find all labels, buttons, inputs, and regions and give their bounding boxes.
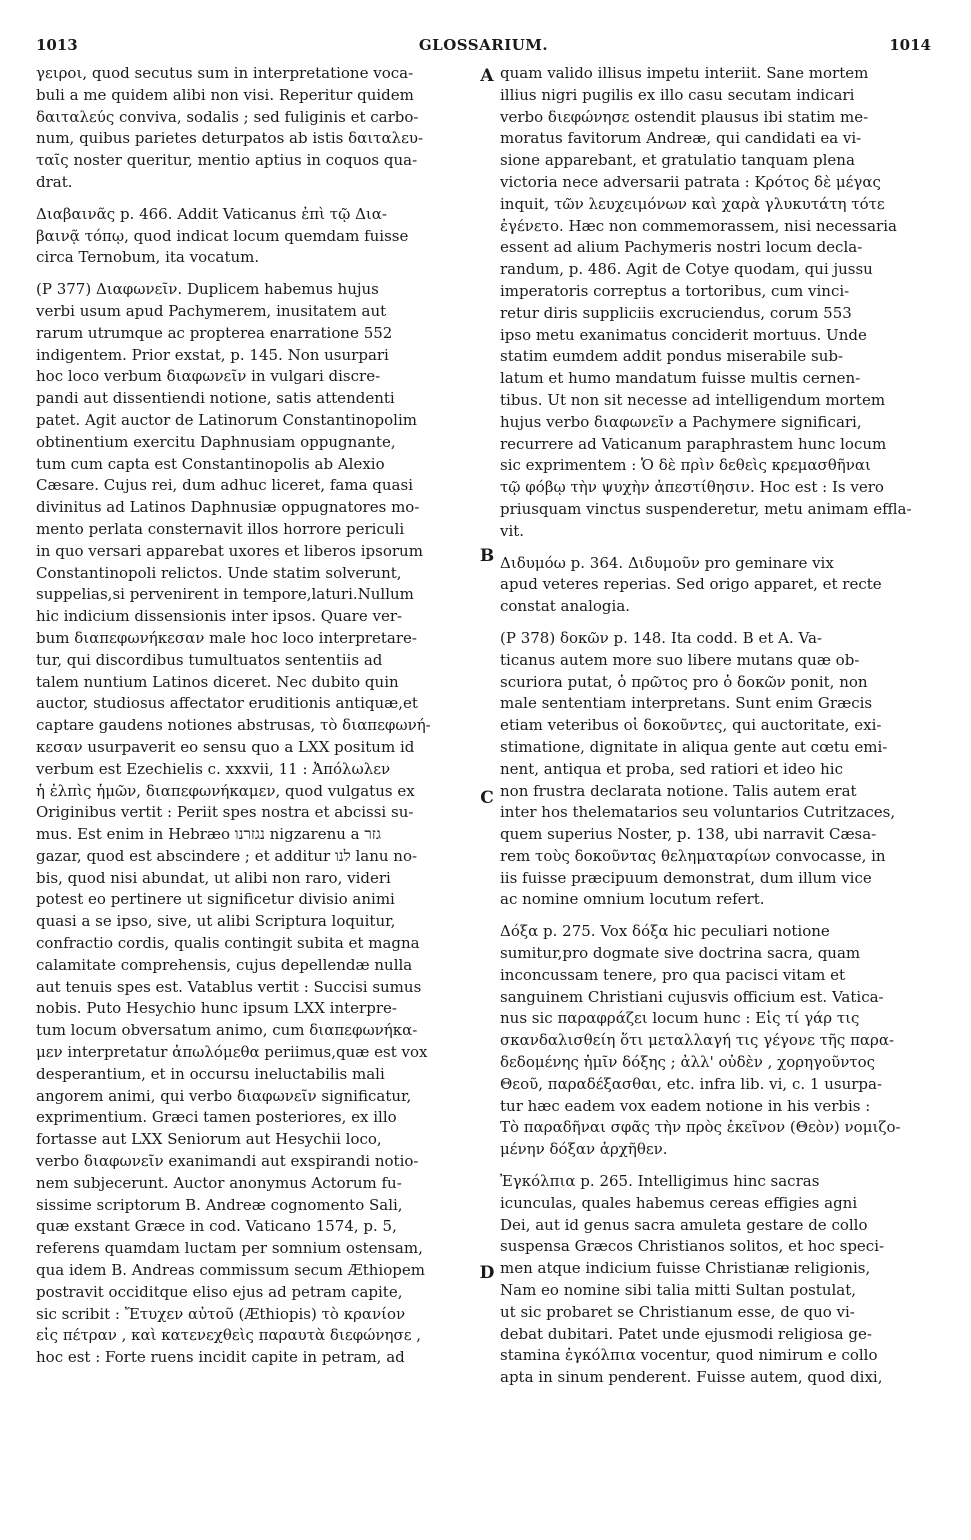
text-line: εἰς πέτραν , καὶ κατενεχθεὶς παραυτὰ διεφώνησε ,: [36, 1326, 421, 1345]
text-line: hoc loco verbum διαφωνεῖν in vulgari discre-: [36, 367, 381, 386]
text-line: debat dubitari. Patet unde ejusmodi religiosa ge-: [500, 1324, 872, 1343]
text-line: verbi usum apud Pachymerem, inusitatem aut: [36, 301, 387, 320]
text-line: tur hæc eadem vox eadem notione in his verbis :: [500, 1096, 871, 1115]
text-line: γειροι, quod secutus sum in interpretatione voca-: [36, 64, 414, 82]
text-line: qua idem B. Andreas commissum secum Æthiopem: [36, 1261, 425, 1280]
text-line: imperatoris correptus a tortoribus, cum vinci-: [500, 281, 850, 300]
running-title: GLOSSARIUM.: [418, 36, 549, 54]
text-line: aut tenuis spes est. Vatablus vertit : Succisi sumus: [36, 977, 422, 996]
text-line: sumitur,pro dogmate sive doctrina sacra, quam: [500, 944, 861, 963]
text-line: rem τοὺς δοκοῦντας θεληματαρίων convocasse, in: [500, 846, 886, 865]
text-line: δαιταλεύς conviva, sodalis ; sed fuliginis et carbo-: [36, 107, 419, 126]
text-line: Θεοῦ, παραδέξασθαι, etc. infra lib. vi, c. 1 usurpa-: [500, 1074, 883, 1093]
text-line: postravit occiditque eliso ejus ad petram capite,: [36, 1282, 403, 1301]
page-header: [36, 36, 931, 58]
text-line: apud veteres reperias. Sed origo apparet, et recte: [500, 575, 882, 594]
text-line: sissime scriptorum B. Andreæ cognomento Sali,: [36, 1195, 403, 1214]
text-line: nobis. Puto Hesychio hunc ipsum LXX interpre-: [36, 999, 397, 1018]
text-line: βαινᾷ τόπῳ, quod indicat locum quemdam fuisse: [36, 226, 409, 245]
text-line: σκανδαλισθείη ὅτι μεταλλαγή τις γέγονε τῆς παρα-: [500, 1031, 895, 1050]
text-line: randum, p. 486. Agit de Cotye quodam, qui jussu: [500, 260, 873, 279]
text-line: vit.: [500, 521, 525, 540]
text-line: men atque indicium fuisse Christianæ religionis,: [500, 1259, 871, 1278]
text-line: verbo διεφώνησε ostendit plausus ibi statim me-: [500, 107, 869, 126]
text-line: scuriora putat, ὁ πρῶτος pro ὁ δοκῶν ponit, non: [500, 672, 868, 691]
text-line: nent, antiqua et proba, sed ratiori et ideo hic: [500, 759, 843, 778]
text-line: captare gaudens notiones abstrusas, τὸ διαπεφωνή-: [36, 716, 431, 735]
text-line: Διδυμόω p. 364. Διδυμοῦν pro geminare vix: [500, 553, 834, 572]
paragraph-gap: [500, 618, 933, 628]
text-line: ut sic probaret se Christianum esse, de quo vi-: [500, 1302, 855, 1321]
text-line: victoria nece adversarii patrata : Κρότος δὲ μέγας: [500, 172, 881, 191]
text-line: statim eumdem addit pondus miserabile sub-: [500, 347, 844, 366]
text-line: drat.: [36, 172, 73, 191]
text-line: ἡ ἐλπὶς ἡμῶν, διαπεφωνήκαμεν, quod vulgatus ex: [36, 781, 415, 800]
text-line: angorem animi, qui verbo διαφωνεῖν significatur,: [36, 1086, 412, 1105]
text-line: confractio cordis, qualis contingit subita et magna: [36, 934, 420, 953]
text-line: sione apparebant, et gratulatio tanquam plena: [500, 151, 855, 170]
text-line: Nam eo nomine sibi talia mitti Sultan postulat,: [500, 1281, 857, 1300]
text-line: recurrere ad Vaticanum paraphrastem hunc locum: [500, 434, 887, 453]
text-line: calamitate comprehensis, cujus depellendæ nulla: [36, 955, 413, 974]
text-line: quæ exstant Græce in cod. Vaticano 1574, p. 5,: [36, 1217, 397, 1236]
text-line: Dei, aut id genus sacra amuleta gestare de collo: [500, 1215, 868, 1234]
text-line: non frustra declarata notione. Talis autem erat: [500, 781, 857, 800]
text-line: hic indicium dissensionis inter ipsos. Quare ver-: [36, 607, 403, 626]
text-line: buli a me quidem alibi non visi. Reperitur quidem: [36, 85, 414, 104]
text-line: μεν interpretatur ἀπωλόμεθα periimus,quæ est vox: [36, 1043, 428, 1062]
text-line: fortasse aut LXX Seniorum aut Hesychii loco,: [36, 1130, 382, 1149]
text-line: quasi a se ipso, sive, ut alibi Scriptura loquitur,: [36, 912, 396, 931]
text-line: ticanus autem more suo libere mutans quæ ob-: [500, 650, 860, 669]
text-line: tum cum capta est Constantinopolis ab Alexio: [36, 454, 385, 473]
text-line: tur, qui discordibus tumultuatos sententiis ad: [36, 650, 383, 669]
section-marker-b: B: [479, 546, 495, 566]
text-line: ἐγένετο. Hæc non commemorassem, nisi necessaria: [500, 216, 897, 235]
text-line: ac nomine omnium locutum refert.: [500, 890, 765, 909]
section-marker-a: A: [480, 66, 494, 86]
text-line: rarum utrumque ac propterea enarratione 552: [36, 323, 393, 342]
text-line: Ἐγκόλπια p. 265. Intelligimus hinc sacras: [500, 1172, 820, 1191]
text-line: priusquam vinctus suspenderetur, metu animam effla-: [500, 499, 912, 518]
text-line: Cæsare. Cujus rei, dum adhuc liceret, fama quasi: [36, 476, 413, 495]
text-line: obtinentium exercitu Daphnusiam oppugnante,: [36, 432, 396, 451]
text-line: δεδομένης ἡμῖν δόξης ; ἀλλ' οὐδὲν , χορηγοῦντος: [500, 1053, 876, 1072]
text-line: auctor, studiosus affectator eruditionis antiquæ,et: [36, 694, 418, 713]
paragraph-gap: [500, 911, 933, 921]
paragraph-gap: [500, 543, 933, 553]
text-line: inconcussam tenere, pro qua pacisci vitam et: [500, 965, 846, 984]
text-line: moratus favitorum Andreæ, qui candidati ea vi-: [500, 129, 862, 148]
text-line: bis, quod nisi abundat, ut alibi non raro, videri: [36, 868, 391, 887]
text-line: essent ad alium Pachymeris nostri locum decla-: [500, 238, 863, 257]
text-line: quem superius Noster, p. 138, ubi narravit Cæsa-: [500, 825, 877, 844]
text-line: exprimentium. Græci tamen posteriores, ex illo: [36, 1108, 397, 1127]
text-line: divinitus ad Latinos Daphnusiæ oppugnatores mo-: [36, 498, 420, 517]
text-line: etiam veteribus οἱ δοκοῦντες, qui auctoritate, exi-: [500, 716, 882, 735]
text-line: patet. Agit auctor de Latinorum Constantinopolim: [36, 410, 417, 429]
text-line: sanguinem Christiani cujusvis officium est. Vatica-: [500, 987, 884, 1006]
text-line: potest eo pertinere ut significetur divisio animi: [36, 890, 395, 909]
text-line: pandi aut dissentiendi notione, satis attendenti: [36, 389, 395, 408]
text-line: nus sic παραφράζει locum hunc : Εἰς τί γάρ τις: [500, 1009, 860, 1028]
text-line: stimatione, dignitate in aliqua gente aut cœtu emi-: [500, 737, 888, 756]
text-line: sic exprimentem : Ὁ δὲ πρὶν δεθεὶς κρεμασθῆναι: [500, 456, 871, 475]
text-line: bum διαπεφωνήκεσαν male hoc loco interpretare-: [36, 628, 417, 647]
text-line: suppelias,si pervenirent in tempore,laturi.Nullum: [36, 585, 414, 604]
text-line: illius nigri pugilis ex illo casu secutam indicari: [500, 85, 855, 104]
text-line: hoc est : Forte ruens incidit capite in petram, ad: [36, 1348, 405, 1367]
text-line: male sententiam interpretans. Sunt enim Græcis: [500, 694, 873, 713]
text-line: latum et humo mandatum fuisse multis cernen-: [500, 369, 861, 388]
text-line: inquit, τῶν λευχειμόνων καὶ χαρὰ γλυκυτάτη τότε: [500, 194, 885, 213]
text-line: talem nuntium Latinos diceret. Nec dubito quin: [36, 672, 399, 691]
text-line: Constantinopoli relictos. Unde statim solverunt,: [36, 563, 402, 582]
text-line: tum locum obversatum animo, cum διαπεφωνήκα-: [36, 1021, 418, 1040]
section-marker-d: D: [479, 1263, 495, 1283]
text-line: ταῖς noster queritur, mentio aptius in coquos qua-: [36, 151, 418, 170]
text-line: tibus. Ut non sit necesse ad intelligendum mortem: [500, 390, 886, 409]
text-line: desperantium, et in occursu ineluctabilis mali: [36, 1064, 385, 1083]
text-line: apta in sinum penderent. Fuisse autem, quod dixi,: [500, 1368, 883, 1387]
text-line: κεσαν usurpaverit eo sensu quo a LXX positum id: [36, 737, 415, 756]
text-line: referens quamdam luctam per somnium ostensam,: [36, 1239, 423, 1258]
right-column: [500, 63, 933, 1389]
text-line: iis fuisse præcipuum demonstrat, dum illum vice: [500, 868, 872, 887]
paragraph-gap: [36, 194, 469, 204]
text-line: verbum est Ezechielis c. xxxvii, 11 : Ἀπόλωλεν: [36, 759, 391, 778]
text-line: μένην δόξαν ἀρχῆθεν.: [500, 1140, 668, 1159]
text-line: (P 378) δοκῶν p. 148. Ita codd. B et A. Va-: [500, 628, 822, 647]
page-number-right: 1014: [889, 36, 931, 54]
text-line: num, quibus parietes deturpatos ab istis δαιταλευ-: [36, 129, 424, 148]
text-line: sic scribit : Ἔτυχεν αὐτοῦ (Æthiopis) τὸ κρανίον: [36, 1304, 406, 1323]
text-line: icunculas, quales habemus cereas effigies agni: [500, 1193, 858, 1212]
text-line: indigentem. Prior exstat, p. 145. Non usurpari: [36, 345, 389, 364]
text-line: τῷ φόβῳ τὴν ψυχὴν ἀπεστίθησιν. Hoc est : Is vero: [500, 478, 884, 497]
text-line: mus. Est enim in Hebræo נגזרנו nigzarenu a גזר: [36, 825, 381, 844]
text-line: Τὸ παραδῆναι σφᾶς τὴν πρὸς ἐκεῖνον (Θεὸν) νομιζο-: [500, 1118, 901, 1137]
page-number-left: 1013: [36, 36, 78, 54]
text-line: Originibus vertit : Periit spes nostra et abcissi su-: [36, 803, 414, 822]
section-marker-c: C: [480, 788, 494, 808]
text-line: hujus verbo διαφωνεῖν a Pachymere significari,: [500, 412, 862, 431]
left-column: [36, 63, 469, 1369]
text-line: mento perlata consternavit illos horrore periculi: [36, 519, 405, 538]
text-line: Δόξα p. 275. Vox δόξα hic peculiari notione: [500, 922, 830, 941]
text-line: retur diris suppliciis excruciendus, corum 553: [500, 303, 852, 322]
paragraph-gap: [36, 269, 469, 279]
text-line: constat analogia.: [500, 597, 631, 616]
text-line: nem subjecerunt. Auctor anonymus Actorum fu-: [36, 1173, 402, 1192]
text-line: inter hos thelematarios seu voluntarios Cutritzaces,: [500, 803, 896, 822]
text-line: (P 377) Διαφωνεῖν. Duplicem habemus hujus: [36, 280, 379, 299]
paragraph-gap: [500, 1161, 933, 1171]
text-line: stamina ἐγκόλπια vocentur, quod nimirum e collo: [500, 1346, 878, 1365]
text-line: Διαβαινᾶς p. 466. Addit Vaticanus ἐπὶ τῷ Δια-: [36, 204, 387, 223]
text-line: ipso metu exanimatus conciderit mortuus. Unde: [500, 325, 867, 344]
text-line: gazar, quod est abscindere ; et additur לנו lanu no-: [36, 846, 418, 865]
text-line: verbo διαφωνεῖν exanimandi aut exspirandi notio-: [36, 1152, 419, 1171]
text-line: in quo versari apparebat uxores et liberos ipsorum: [36, 541, 423, 560]
text-line: circa Ternobum, ita vocatum.: [36, 248, 260, 267]
text-line: suspensa Græcos Christianos solitos, et hoc speci-: [500, 1237, 885, 1256]
text-line: quam valido illisus impetu interiit. Sane mortem: [500, 64, 869, 82]
